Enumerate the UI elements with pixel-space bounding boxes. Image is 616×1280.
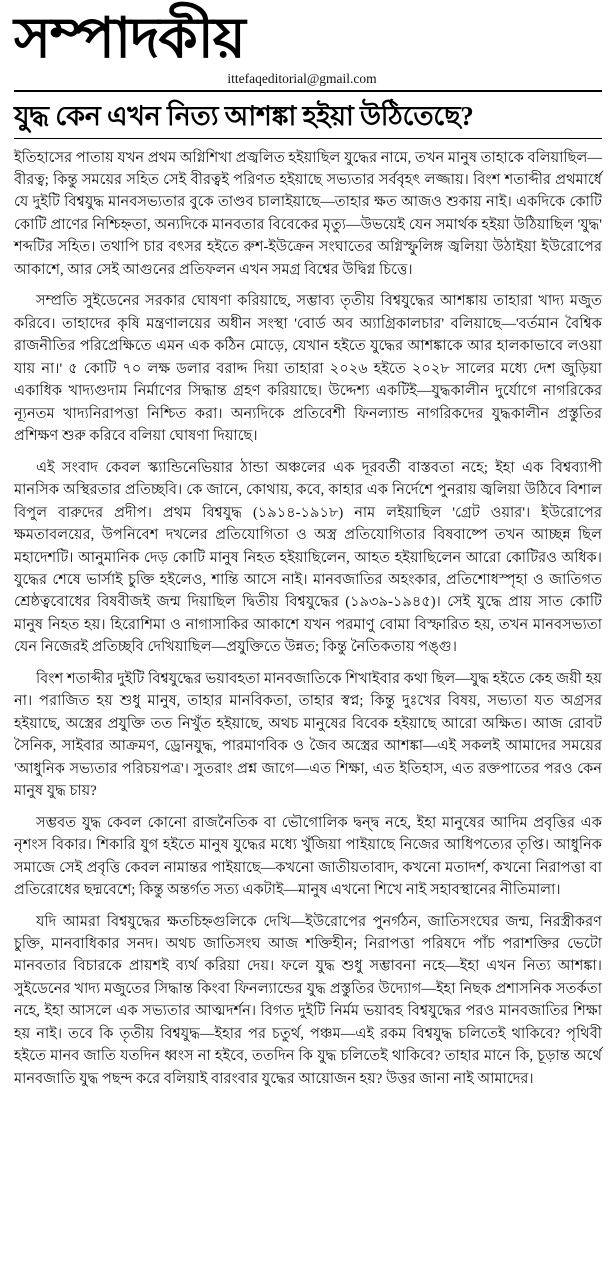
article-paragraph: ইতিহাসের পাতায় যখন প্রথম অগ্নিশিখা প্রজ্বলিত হইয়াছিল যুদ্ধের নামে, তখন মানুষ তাহাকে বলিয়াছিল—বীরত্ব; কিন্তু সময়ের সহিত সেই বীরত্বই পরিণত হইয়াছে সভ্যতার সর্ববৃহৎ লজ্জায়। বিংশ শতাব্দীর প্রথমার্ধে যে দুইটি বিশ্বযুদ্ধ মানবসভ্যতার বুকে তাণ্ডব চালাইয়াছে—তাহার ক্ষত আজও শুকায় নাই। একদিকে কোটি কোটি প্রাণের নিশ্চিহ্নতা, অন্যদিকে মানবতার বিবেকের মৃত্যু—উভয়েই যেন সমার্থক হইয়া উঠিয়াছিল 'যুদ্ধ' শব্দটির সহিত। তথাপি চার বৎসর হইতে রুশ-ইউক্রেন সংঘাতের অগ্নিস্ফুলিঙ্গ জ্বলিয়া উঠাইয়া ইউরোপের আকাশে, আর সেই আগুনের প্রতিফলন এখন সমগ্র বিশ্বের উদ্বিগ্ন চিত্তে। (14, 149, 602, 278)
headline-divider (14, 138, 602, 139)
masthead-title: সম্পাদকীয় (14, 8, 245, 70)
article-paragraph: সম্ভবত যুদ্ধ কেবল কোনো রাজনৈতিক বা ভৌগোলিক দ্বন্দ্ব নহে, ইহা মানুষের আদিম প্রবৃত্তির এক নৃশংস বিকার। শিকারি যুগ হইতে মানুষ যুদ্ধের মধ্যে খুঁজিয়া পাইয়াছে নিজের আধিপত্যের তৃপ্তি। আধুনিক সমাজে সেই প্রবৃত্তি কেবল নামান্তর পাইয়াছে—কখনো জাতীয়তাবাদ, কখনো মতাদর্শ, কখনো নিরাপত্তা বা প্রতিরোধের ছদ্মবেশে; কিন্তু অন্তর্গত সত্য একটাই—মানুষ এখনো শিখে নাই সহাবস্থানের নীতিমালা। (14, 814, 602, 899)
article-paragraph: সম্প্রতি সুইডেনের সরকার ঘোষণা করিয়াছে, সম্ভাব্য তৃতীয় বিশ্বযুদ্ধের আশঙ্কায় তাহারা খাদ্য মজুত করিবে। তাহাদের কৃষি মন্ত্রণালয়ের অধীন সংস্থা 'বোর্ড অব অ্যাগ্রিকালচার' বলিয়াছে—'বর্তমান বৈশ্বিক রাজনীতির পরিপ্রেক্ষিতে এমন এক কঠিন মোড়ে, যেখান হইতে যুদ্ধের আশঙ্কাকে আর হালকাভাবে লওয়া যায় না।' ৫ কোটি ৭০ লক্ষ ডলার বরাদ্দ দিয়া তাহারা ২০২৬ হইতে ২০২৮ সালের মধ্যে দেশ জুড়িয়া একাধিক খাদ্যগুদাম নির্মাণের সিদ্ধান্ত গ্রহণ করিয়াছে। উদ্দেশ্য একটিই—যুদ্ধকালীন দুর্যোগে নাগরিকের ন্যূনতম খাদ্যনিরাপত্তা নিশ্চিত করা। অন্যদিকে প্রতিবেশী ফিনল্যান্ড নাগরিকদের যুদ্ধকালীন প্রস্তুতির প্রশিক্ষণ শুরু করিবে বলিয়া ঘোষণা দিয়াছে। (14, 293, 602, 445)
article-headline: যুদ্ধ কেন এখন নিত্য আশঙ্কা হইয়া উঠিতেছে? (14, 100, 474, 131)
masthead-divider (14, 90, 602, 92)
article-paragraph: এই সংবাদ কেবল স্ক্যান্ডিনেভিয়ার ঠান্ডা অঞ্চলের এক দূরবর্তী বাস্তবতা নহে; ইহা এক বিশ্বব্যাপী মানসিক অস্থিরতার প্রতিচ্ছবি। কে জানে, কোথায়, কবে, কাহার এক নির্দেশে পুনরায় জ্বলিয়া উঠিবে বিশাল বিপুল বারুদের প্রদীপ। প্রথম বিশ্বযুদ্ধ (১৯১৪-১৯১৮) নাম লইয়াছিল 'গ্রেট ওয়ার'। ইউরোপের ক্ষমতাবলয়ের, উপনিবেশ দখলের প্রতিযোগিতা ও অস্ত্র প্রতিযোগিতার বিষবাষ্পে তখন আচ্ছন্ন ছিল মহাদেশটি। আনুমানিক দেড় কোটি মানুষ নিহত হইয়াছিলেন, আহত হইয়াছিলেন আরো কোটিরও অধিক। যুদ্ধের শেষে ভার্সাই চুক্তি হইলেও, শান্তি আসে নাই। মানবজাতির অহংকার, প্রতিশোধস্পৃহা ও জাতিগত শ্রেষ্ঠত্ববোধের বিষবীজই জন্ম দিয়াছিল দ্বিতীয় বিশ্বযুদ্ধের (১৯৩৯-১৯৪৫)। সেই যুদ্ধে প্রায় সাত কোটি মানুষ নিহত হয়। হিরোশিমা ও নাগাসাকির আকাশে যখন পরমাণু বোমা বিস্ফারিত হয়, তখন মানবসভ্যতা যেন নিজেরই প্রতিচ্ছবি দেখিয়াছিল—প্রযুক্তিতে উন্নত; কিন্তু নৈতিকতায় পঙ্গু। (14, 459, 602, 656)
article-paragraph: যদি আমরা বিশ্বযুদ্ধের ক্ষতচিহ্নগুলিকে দেখি—ইউরোপের পুনর্গঠন, জাতিসংঘের জন্ম, নিরস্ত্রীকরণ চুক্তি, মানবাধিকার সনদ। অথচ জাতিসংঘ আজ শক্তিহীন; নিরাপত্তা পরিষদে পাঁচ পরাশক্তির ভেটো মানবতার বিচারকে প্রায়শই ব্যর্থ করিয়া দেয়। ফলে যুদ্ধ শুধু সম্ভাবনা নহে—ইহা এখন নিত্য আশঙ্কা। সুইডেনের খাদ্য মজুতের সিদ্ধান্ত কিংবা ফিনল্যান্ডের যুদ্ধ প্রস্তুতির উদ্যোগ—ইহা নিছক প্রশাসনিক সতর্কতা নহে, ইহা আসলে এক সভ্যতার আত্মদর্শন। বিগত দুইটি নির্মম ভয়াবহ বিশ্বযুদ্ধের পরও মানবজাতির শিক্ষা হয় নাই। তবে কি তৃতীয় বিশ্বযুদ্ধ—ইহার পর চতুর্থ, পঞ্চম—এই রকম বিশ্বযুদ্ধ চলিতেই থাকিবে? পৃথিবী হইতে মানব জাতি যতদিন ধ্বংস না হইবে, ততদিন কি যুদ্ধ চলিতেই থাকিবে? তাহার মানে কি, চূড়ান্ত অর্থে মানবজাতি যুদ্ধ পছন্দ করে বলিয়াই বারংবার যুদ্ধের আয়োজন হয়? উত্তর জানা নাই আমাদের। (14, 913, 602, 1087)
article-paragraph: বিংশ শতাব্দীর দুইটি বিশ্বযুদ্ধের ভয়াবহতা মানবজাতিকে শিখাইবার কথা ছিল—যুদ্ধ হইতে কেহ জয়ী হয় না। পরাজিত হয় শুধু মানুষ, তাহার মানবিকতা, তাহার স্বপ্ন; কিন্তু দুঃখের বিষয়, সভ্যতা যত অগ্রসর হইয়াছে, অস্ত্রের প্রযুক্তি তত নিখুঁত হইয়াছে, অথচ মানুষের বিবেক হইয়াছে আরো অক্ষিত। আজ রোবট সৈনিক, সাইবার আক্রমণ, ড্রোনযুদ্ধ, পারমাণবিক ও জৈব অস্ত্রের আশঙ্কা—এই সকলই আমাদের সময়ের 'আধুনিক সভ্যতার পরিচয়পত্র'। সুতরাং প্রশ্ন জাগে—এত শিক্ষা, এত ইতিহাস, এত রক্তপাতের পরও কেন মানুষ যুদ্ধ চায়? (14, 670, 602, 800)
editorial-email[interactable]: ittefaqeditorial@gmail.com (227, 70, 377, 86)
article-body (14, 147, 602, 1091)
